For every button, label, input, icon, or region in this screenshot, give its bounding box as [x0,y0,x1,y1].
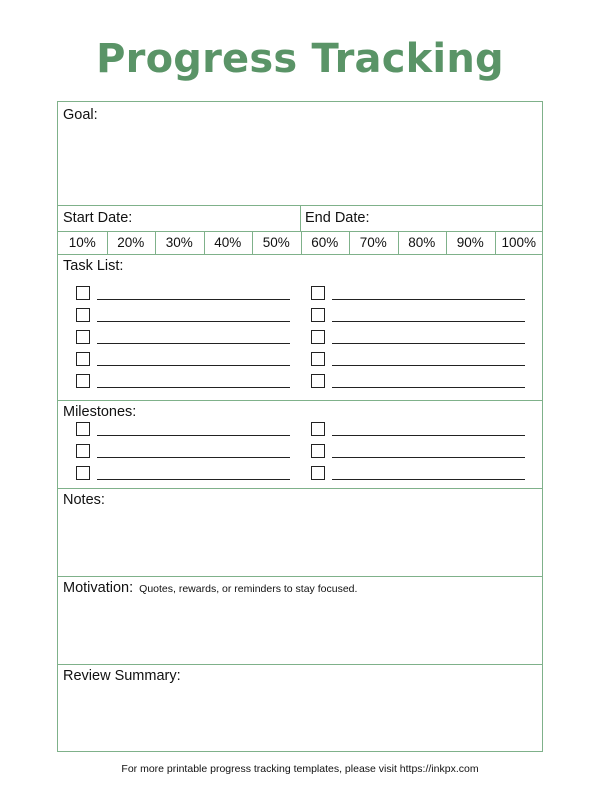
divider [58,664,542,665]
task-checkbox[interactable] [311,374,325,388]
task-checkbox[interactable] [76,352,90,366]
goal-label: Goal: [63,107,98,123]
task-checkbox[interactable] [311,352,325,366]
milestone-checkbox[interactable] [311,422,325,436]
progress-step-70[interactable]: 70% [359,235,387,250]
divider [155,231,156,254]
progress-sheet [57,101,543,752]
milestone-line[interactable] [332,479,525,480]
end-date-label: End Date: [305,210,370,226]
task-checkbox[interactable] [311,308,325,322]
task-line[interactable] [97,321,290,322]
progress-step-10[interactable]: 10% [68,235,96,250]
task-list-label: Task List: [63,258,124,274]
divider [58,576,542,577]
milestone-checkbox[interactable] [76,466,90,480]
task-line[interactable] [332,299,525,300]
progress-step-50[interactable]: 50% [262,235,290,250]
divider [349,231,350,254]
task-line[interactable] [97,343,290,344]
milestone-line[interactable] [332,457,525,458]
milestones-label: Milestones: [63,404,137,420]
progress-step-20[interactable]: 20% [117,235,145,250]
progress-step-90[interactable]: 90% [456,235,484,250]
divider [58,488,542,489]
motivation-title: Motivation: [63,580,134,596]
task-checkbox[interactable] [311,330,325,344]
divider [252,231,253,254]
milestone-line[interactable] [97,479,290,480]
milestone-checkbox[interactable] [311,466,325,480]
task-checkbox[interactable] [76,330,90,344]
footer-note: For more printable progress tracking templates, please visit https://inkpx.com [121,763,479,775]
task-checkbox[interactable] [311,286,325,300]
task-checkbox[interactable] [76,374,90,388]
progress-step-30[interactable]: 30% [165,235,193,250]
divider [107,231,108,254]
task-checkbox[interactable] [76,308,90,322]
divider [58,254,542,255]
task-line[interactable] [332,365,525,366]
milestone-checkbox[interactable] [311,444,325,458]
task-line[interactable] [97,387,290,388]
task-line[interactable] [332,387,525,388]
divider [204,231,205,254]
review-summary-label: Review Summary: [63,668,181,684]
divider [495,231,496,254]
milestone-line[interactable] [332,435,525,436]
progress-step-80[interactable]: 80% [408,235,436,250]
milestone-checkbox[interactable] [76,444,90,458]
task-line[interactable] [332,321,525,322]
divider [446,231,447,254]
milestone-checkbox[interactable] [76,422,90,436]
milestone-line[interactable] [97,457,290,458]
motivation-hint: Quotes, rewards, or reminders to stay focused. [139,583,358,595]
task-line[interactable] [97,365,290,366]
divider [301,231,302,254]
progress-step-40[interactable]: 40% [214,235,242,250]
progress-step-60[interactable]: 60% [311,235,339,250]
progress-step-100[interactable]: 100% [501,235,537,250]
milestone-line[interactable] [97,435,290,436]
divider [398,231,399,254]
motivation-label [63,580,357,596]
task-line[interactable] [97,299,290,300]
notes-label: Notes: [63,492,105,508]
task-checkbox[interactable] [76,286,90,300]
start-date-label: Start Date: [63,210,133,226]
divider [58,400,542,401]
task-line[interactable] [332,343,525,344]
page-title: Progress Tracking [96,36,504,82]
divider [300,205,301,231]
